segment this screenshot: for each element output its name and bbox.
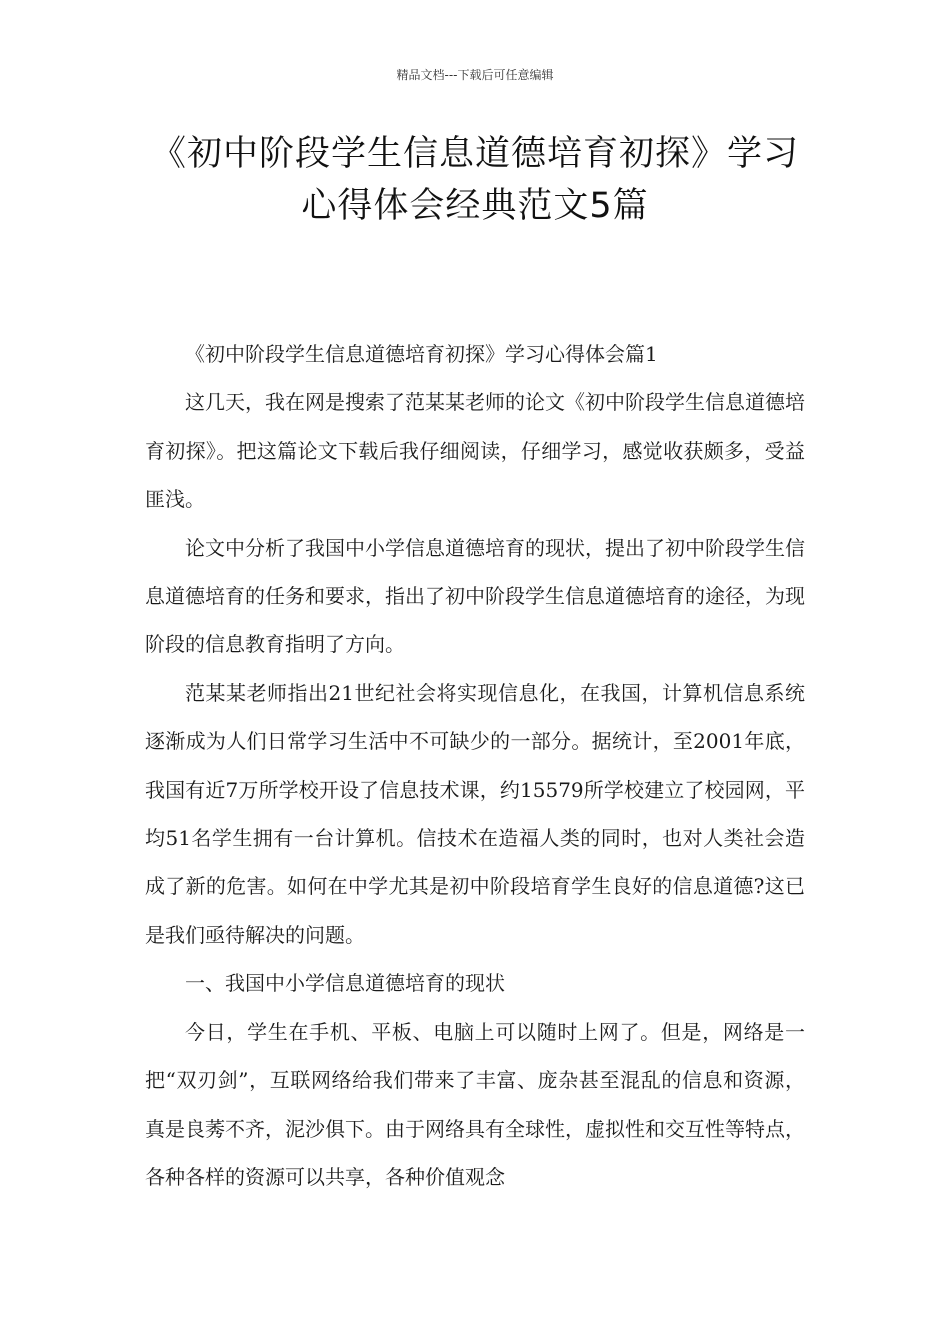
body-paragraph: 今日，学生在手机、平板、电脑上可以随时上网了。但是，网络是一把“双刃剑”，互联网络给我们带来了丰富、庞杂甚至混乱的信息和资源，真是良莠不齐，泥沙俱下。由于网络具有全球性，虚拟性和交互性等特点，各种各样的资源可以共享，各种价值观念 (145, 1019, 805, 1189)
document-body (145, 330, 805, 1201)
body-paragraph: 论文中分析了我国中小学信息道德培育的现状，提出了初中阶段学生信息道德培育的任务和要求，指出了初中阶段学生信息道德培育的途径，为现阶段的信息教育指明了方向。 (145, 535, 805, 657)
body-paragraph: 这几天，我在网是搜索了范某某老师的论文《初中阶段学生信息道德培育初探》。把这篇论文下载后我仔细阅读，仔细学习，感觉收获颇多，受益匪浅。 (145, 390, 805, 512)
section-heading: 《初中阶段学生信息道德培育初探》学习心得体会篇1 (185, 342, 658, 366)
subsection-heading: 一、我国中小学信息道德培育的现状 (185, 971, 505, 996)
header-note: 精品文档---下载后可任意编辑 (396, 68, 554, 82)
body-paragraph: 范某某老师指出21世纪社会将实现信息化，在我国，计算机信息系统逐渐成为人们日常学习生活中不可缺少的一部分。据统计，至2001年底，我国有近7万所学校开设了信息技术课，约15579所学校建立了校园网，平均51名学生拥有一台计算机。信技术在造福人类的同时，也对人类社会造成了新的危害。如何在中学尤其是初中阶段培育学生良好的信息道德?这已是我们亟待解决的问题。 (145, 680, 805, 947)
document-title: 《初中阶段学生信息道德培育初探》学习心得体会经典范文5篇 (150, 134, 799, 226)
